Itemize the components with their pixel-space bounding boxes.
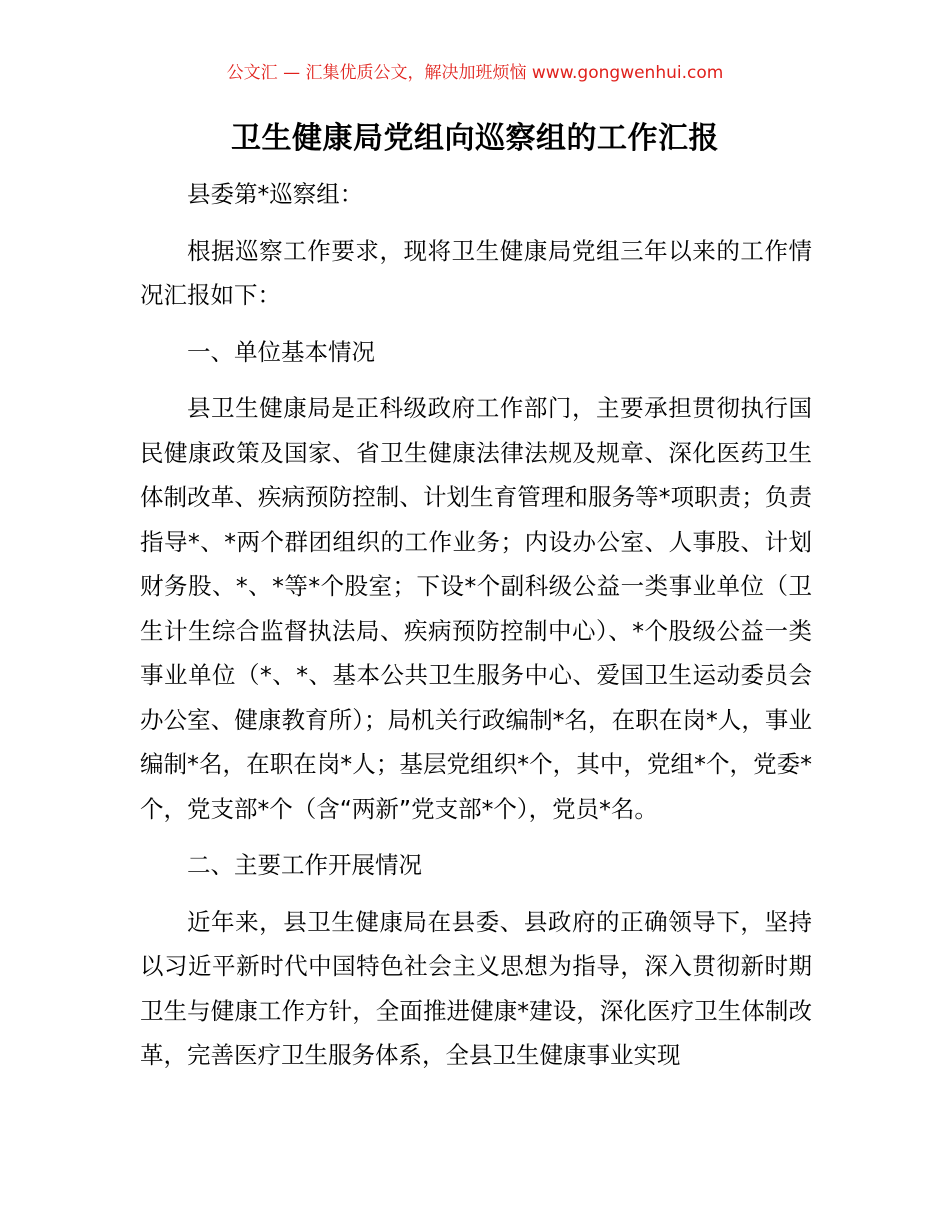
watermark-header: 公文汇 — 汇集优质公文，解决加班烦恼 www.gongwenhui.com xyxy=(226,63,724,83)
section-1-heading: 一、单位基本情况 xyxy=(187,337,375,366)
document-body xyxy=(140,172,812,1090)
document-title: 卫生健康局党组向巡察组的工作汇报 xyxy=(231,121,719,156)
section-2-body: 近年来，县卫生健康局在县委、县政府的正确领导下，坚持以习近平新时代中国特色社会主义思想为指导，深入贯彻新时期卫生与健康工作方针，全面推进健康*建设，深化医疗卫生体制改革，完善医疗卫生服务体系，全县卫生健康事业实现 xyxy=(140,907,812,1069)
intro-paragraph: 根据巡察工作要求，现将卫生健康局党组三年以来的工作情况汇报如下： xyxy=(140,236,812,309)
salutation: 县委第*巡察组： xyxy=(187,180,364,208)
section-2-heading: 二、主要工作开展情况 xyxy=(187,851,422,879)
section-1-body: 县卫生健康局是正科级政府工作部门，主要承担贯彻执行国民健康政策及国家、省卫生健康法律法规及规章、深化医药卫生体制改革、疾病预防控制、计划生育管理和服务等*项职责；负责指导*、*两个群团组织的工作业务；内设办公室、人事股、计划财务股、*、*等*个股室；下设*个副科级公益一类事业单位（卫生计生综合监督执法局、疾病预防控制中心）、*个股级公益一类事业单位（*、*、基本公共卫生服务中心、爱国卫生运动委员会办公室、健康教育所）；局机关行政编制*名，在职在岗*人，事业编制*名，在职在岗*人；基层党组织*个，其中，党组*个，党委*个，党支部*个（含“两新”党支部*个），党员*名。 xyxy=(140,394,812,823)
